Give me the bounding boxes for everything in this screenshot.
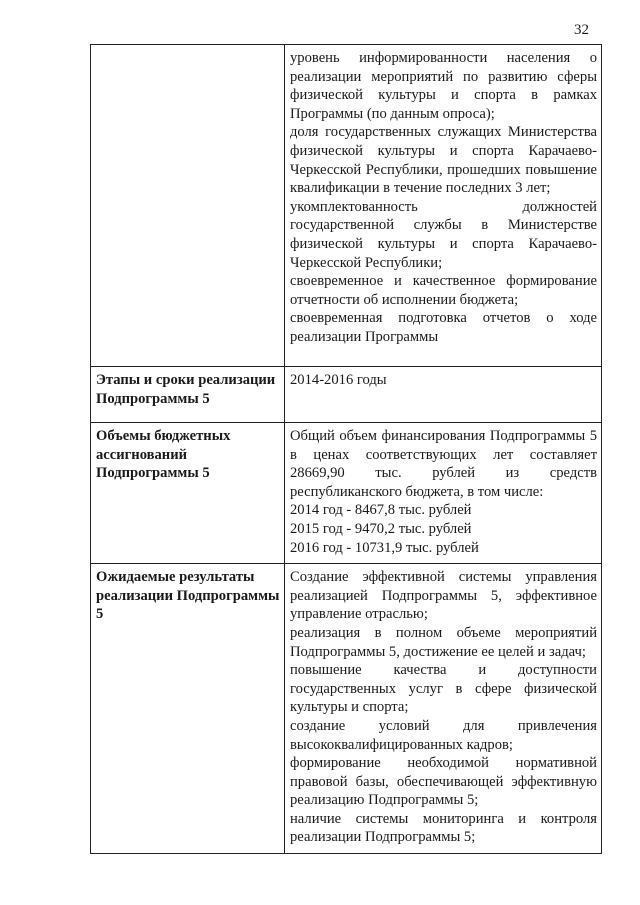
budget-year-2015: 2015 год - 9470,2 тыс. рублей	[290, 520, 472, 537]
result-item: формирование необходимой нормативной правовой базы, обеспечивающей эффективную реализацию Подпрограммы 5;	[290, 755, 597, 809]
row-title: Этапы и сроки реализации Подпрограммы 5	[96, 372, 276, 407]
indicator-item: уровень информированности населения о реализации мероприятий по развитию сферы физической культуры и спорта в рамках Программы (по данным опроса);	[290, 50, 597, 122]
budget-year-2016: 2016 год - 10731,9 тыс. рублей	[290, 539, 479, 556]
result-item: создание условий для привлечения высококвалифицированных кадров;	[290, 717, 597, 753]
table-row-budget	[91, 423, 602, 564]
indicator-item: своевременное и качественное формирование отчетности об исполнении бюджета;	[290, 273, 597, 308]
row-content-cell	[285, 423, 602, 564]
row-title-cell	[91, 45, 285, 367]
table-row-indicators	[91, 45, 602, 367]
row-content-cell	[285, 45, 602, 367]
row-title: Объемы бюджетных ассигнований Подпрограммы 5	[96, 428, 231, 482]
table-row-stages	[91, 367, 602, 423]
budget-year-2014: 2014 год - 8467,8 тыс. рублей	[290, 502, 472, 519]
stages-value: 2014-2016 годы	[290, 372, 387, 388]
row-title-cell	[91, 564, 285, 854]
result-item: Создание эффективной системы управления реализацией Подпрограммы 5, эффективное управление отраслью;	[290, 569, 597, 623]
row-content-cell	[285, 564, 602, 854]
row-title-cell	[91, 367, 285, 423]
result-item: реализация в полном объеме мероприятий Подпрограммы 5, достижение ее целей и задач;	[290, 624, 597, 660]
result-item: повышение качества и доступности государственных услуг в сфере физической культуры и спорта;	[290, 662, 597, 716]
page-number: 32	[574, 22, 589, 38]
row-title-cell	[91, 423, 285, 564]
table-row-results	[91, 564, 602, 854]
indicator-item: своевременная подготовка отчетов о ходе реализации Программы	[290, 310, 597, 345]
indicator-item: доля государственных служащих Министерства физической культуры и спорта Карачаево-Черкесской Республики, прошедших повышение квалификации в течение последних 3 лет;	[290, 124, 597, 197]
result-item: наличие системы мониторинга и контроля реализации Подпрограммы 5;	[290, 810, 597, 846]
row-content-cell	[285, 367, 602, 423]
budget-total: Общий объем финансирования Подпрограммы 5 в ценах соответствующих лет составляет 28669,90 тыс. рублей из средств республиканского бюджета, в том числе:	[290, 428, 597, 500]
indicator-item: укомплектованность должностей государственной службы в Министерстве физической культуры и спорта Карачаево-Черкесской Республики;	[290, 198, 597, 271]
subprogram-passport-table	[90, 44, 602, 854]
row-title: Ожидаемые результаты реализации Подпрограммы 5	[96, 569, 280, 623]
